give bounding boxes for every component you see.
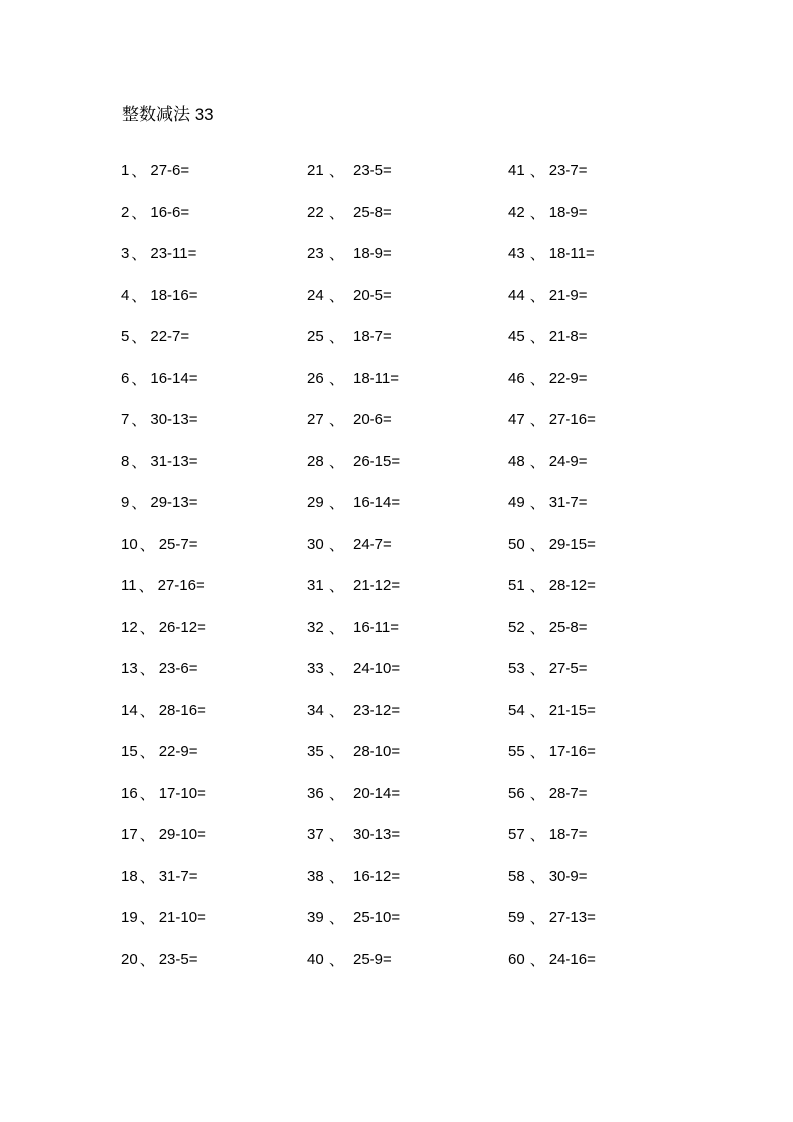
problem-separator: 、 (529, 661, 545, 679)
problem-item (508, 773, 596, 815)
problem-expression: 17-10= (158, 784, 206, 802)
problem-expression: 21-12= (353, 577, 401, 595)
problem-column-1 (121, 150, 206, 980)
problem-number: 6 (121, 369, 130, 387)
problem-number: 30 (307, 535, 324, 553)
problem-number: 43 (508, 245, 525, 263)
problem-separator: 、 (529, 163, 545, 181)
problem-number: 27 (307, 411, 324, 429)
problem-expression: 26-15= (353, 452, 401, 470)
problem-number: 46 (508, 369, 525, 387)
problem-separator: 、 (329, 370, 345, 388)
problem-expression: 29-15= (548, 535, 596, 553)
problem-expression: 23-5= (353, 162, 392, 180)
problem-item (508, 482, 596, 524)
problem-item (307, 275, 400, 317)
problem-separator: 、 (139, 785, 155, 803)
problem-expression: 31-13= (150, 452, 198, 470)
problem-item (121, 150, 206, 192)
problem-item (121, 565, 206, 607)
problem-expression: 26-12= (158, 618, 206, 636)
problem-expression: 25-10= (353, 909, 401, 927)
problem-item (508, 358, 596, 400)
problem-number: 9 (121, 494, 130, 512)
problem-item (121, 482, 206, 524)
problem-expression: 20-14= (353, 784, 401, 802)
problem-number: 51 (508, 577, 525, 595)
problem-item (307, 773, 400, 815)
problem-separator: 、 (131, 495, 147, 513)
problem-item (508, 150, 596, 192)
problem-number: 29 (307, 494, 324, 512)
problem-separator: 、 (131, 287, 147, 305)
problem-expression: 24-7= (353, 535, 392, 553)
problem-expression: 29-10= (158, 826, 206, 844)
problem-expression: 23-12= (353, 701, 401, 719)
problem-number: 11 (121, 577, 137, 595)
problem-separator: 、 (329, 287, 345, 305)
problem-number: 18 (121, 867, 138, 885)
problem-separator: 、 (329, 827, 345, 845)
problem-number: 5 (121, 328, 130, 346)
problem-separator: 、 (529, 868, 545, 886)
problem-number: 54 (508, 701, 525, 719)
problem-number: 3 (121, 245, 130, 263)
problem-expression: 20-5= (353, 286, 392, 304)
problem-expression: 18-9= (353, 245, 392, 263)
problem-item (307, 565, 400, 607)
problem-separator: 、 (131, 204, 147, 222)
problem-expression: 31-7= (548, 494, 588, 512)
problem-separator: 、 (329, 910, 345, 928)
problem-number: 37 (307, 826, 324, 844)
problem-separator: 、 (329, 412, 345, 430)
problem-item (508, 731, 596, 773)
problem-expression: 25-8= (353, 203, 392, 221)
problem-expression: 30-9= (548, 867, 588, 885)
problem-number: 55 (508, 743, 525, 761)
problem-number: 45 (508, 328, 525, 346)
problem-number: 16 (121, 784, 138, 802)
problem-number: 58 (508, 867, 525, 885)
problem-separator: 、 (529, 702, 545, 720)
problem-separator: 、 (131, 370, 147, 388)
problem-number: 25 (307, 328, 324, 346)
problem-item (508, 897, 596, 939)
problem-separator: 、 (138, 578, 154, 596)
problem-separator: 、 (139, 619, 155, 637)
problem-item (121, 441, 206, 483)
problem-item (508, 607, 596, 649)
problem-expression: 23-6= (158, 660, 198, 678)
problem-separator: 、 (529, 536, 545, 554)
problem-number: 14 (121, 701, 138, 719)
problem-item (121, 939, 206, 981)
problem-separator: 、 (139, 536, 155, 554)
problem-item (121, 690, 206, 732)
problem-number: 33 (307, 660, 324, 678)
problem-expression: 22-9= (158, 743, 198, 761)
problem-item (307, 856, 400, 898)
problem-expression: 27-13= (548, 909, 596, 927)
problem-expression: 24-9= (548, 452, 588, 470)
problem-number: 28 (307, 452, 324, 470)
problem-number: 47 (508, 411, 525, 429)
problem-number: 35 (307, 743, 324, 761)
problem-number: 10 (121, 535, 138, 553)
problem-item (307, 731, 400, 773)
problem-item (121, 275, 206, 317)
problem-expression: 18-16= (150, 286, 198, 304)
problem-separator: 、 (131, 163, 147, 181)
problem-item (307, 607, 400, 649)
problem-item (508, 524, 596, 566)
problem-expression: 18-7= (353, 328, 392, 346)
problem-separator: 、 (329, 619, 345, 637)
problem-separator: 、 (529, 578, 545, 596)
problem-separator: 、 (329, 578, 345, 596)
problem-item (508, 441, 596, 483)
problem-separator: 、 (329, 951, 345, 969)
problem-item (121, 856, 206, 898)
problem-item (508, 648, 596, 690)
problem-number: 57 (508, 826, 525, 844)
problem-item (307, 648, 400, 690)
problem-number: 24 (307, 286, 324, 304)
problem-expression: 25-9= (353, 950, 392, 968)
problem-number: 26 (307, 369, 324, 387)
problem-expression: 23-7= (548, 162, 588, 180)
problem-separator: 、 (131, 453, 147, 471)
problem-separator: 、 (329, 536, 345, 554)
problem-separator: 、 (139, 910, 155, 928)
problem-number: 1 (121, 162, 130, 180)
problem-item (121, 358, 206, 400)
problem-separator: 、 (139, 951, 155, 969)
problem-expression: 16-12= (353, 867, 401, 885)
problem-item (508, 233, 596, 275)
problem-separator: 、 (329, 661, 345, 679)
problem-expression: 21-15= (548, 701, 596, 719)
problem-expression: 28-10= (353, 743, 401, 761)
problem-number: 19 (121, 909, 138, 927)
problem-item (307, 358, 400, 400)
problem-number: 56 (508, 784, 525, 802)
problem-separator: 、 (529, 951, 545, 969)
problem-number: 7 (121, 411, 130, 429)
problem-item (307, 441, 400, 483)
problem-number: 8 (121, 452, 130, 470)
problem-expression: 29-13= (150, 494, 198, 512)
problem-expression: 24-10= (353, 660, 401, 678)
problem-expression: 20-6= (353, 411, 392, 429)
problem-item (307, 233, 400, 275)
problem-item (508, 939, 596, 981)
problem-expression: 28-12= (548, 577, 596, 595)
problem-number: 39 (307, 909, 324, 927)
problem-separator: 、 (529, 785, 545, 803)
problem-separator: 、 (529, 453, 545, 471)
problem-item (121, 607, 206, 649)
problem-number: 40 (307, 950, 324, 968)
problem-item (307, 482, 400, 524)
problem-expression: 31-7= (158, 867, 198, 885)
problem-separator: 、 (529, 744, 545, 762)
problem-item (121, 814, 206, 856)
problem-expression: 22-7= (150, 328, 190, 346)
problem-item (307, 939, 400, 981)
problem-number: 41 (508, 162, 525, 180)
problem-expression: 25-7= (158, 535, 198, 553)
problem-separator: 、 (529, 619, 545, 637)
problem-item (121, 399, 206, 441)
problem-number: 50 (508, 535, 525, 553)
problem-separator: 、 (131, 329, 147, 347)
problem-item (307, 690, 400, 732)
problem-item (508, 856, 596, 898)
problem-number: 49 (508, 494, 525, 512)
problem-number: 4 (121, 286, 130, 304)
problem-item (121, 731, 206, 773)
problem-item (307, 399, 400, 441)
problem-expression: 21-8= (548, 328, 588, 346)
problem-expression: 23-11= (150, 245, 197, 263)
problem-separator: 、 (529, 495, 545, 513)
problem-separator: 、 (131, 246, 147, 264)
problem-number: 44 (508, 286, 525, 304)
problem-item (508, 316, 596, 358)
problem-expression: 28-16= (158, 701, 206, 719)
page-title: 整数减法 33 (122, 105, 214, 124)
problem-separator: 、 (329, 868, 345, 886)
problem-expression: 23-5= (158, 950, 198, 968)
problem-number: 38 (307, 867, 324, 885)
problem-expression: 25-8= (548, 618, 588, 636)
problem-separator: 、 (329, 329, 345, 347)
problem-item (307, 814, 400, 856)
problem-number: 15 (121, 743, 138, 761)
problem-expression: 18-9= (548, 203, 588, 221)
problem-separator: 、 (329, 204, 345, 222)
problem-item (307, 316, 400, 358)
problem-number: 34 (307, 701, 324, 719)
problem-item (307, 524, 400, 566)
problem-expression: 27-16= (157, 577, 205, 595)
problem-expression: 18-11= (548, 245, 595, 263)
problem-item (121, 773, 206, 815)
problem-number: 12 (121, 618, 138, 636)
problem-separator: 、 (529, 370, 545, 388)
problem-item (307, 192, 400, 234)
problem-separator: 、 (139, 744, 155, 762)
problem-expression: 16-14= (150, 369, 198, 387)
problem-number: 20 (121, 950, 138, 968)
problem-number: 17 (121, 826, 138, 844)
problem-number: 2 (121, 203, 130, 221)
problem-expression: 28-7= (548, 784, 588, 802)
problem-item (508, 399, 596, 441)
problem-separator: 、 (131, 412, 147, 430)
problem-item (508, 814, 596, 856)
problem-item (307, 897, 400, 939)
problem-number: 53 (508, 660, 525, 678)
problem-item (508, 192, 596, 234)
problem-item (121, 524, 206, 566)
problem-separator: 、 (139, 702, 155, 720)
problem-number: 13 (121, 660, 138, 678)
problem-expression: 22-9= (548, 369, 588, 387)
problem-column-2 (307, 150, 400, 980)
problem-number: 31 (307, 577, 324, 595)
problem-item (508, 275, 596, 317)
problem-expression: 16-11= (353, 618, 400, 636)
problem-separator: 、 (139, 827, 155, 845)
problem-number: 23 (307, 245, 324, 263)
problem-separator: 、 (139, 661, 155, 679)
problem-number: 32 (307, 618, 324, 636)
problem-expression: 21-10= (158, 909, 206, 927)
problem-separator: 、 (329, 702, 345, 720)
problem-number: 22 (307, 203, 324, 221)
problem-expression: 16-6= (150, 203, 190, 221)
problem-item (121, 897, 206, 939)
problem-item (121, 316, 206, 358)
problem-separator: 、 (329, 453, 345, 471)
problem-expression: 18-11= (353, 369, 400, 387)
problem-separator: 、 (529, 329, 545, 347)
problem-item (121, 648, 206, 690)
problem-expression: 30-13= (353, 826, 401, 844)
problem-item (121, 233, 206, 275)
problem-separator: 、 (139, 868, 155, 886)
problem-number: 48 (508, 452, 525, 470)
problem-expression: 16-14= (353, 494, 401, 512)
problem-expression: 30-13= (150, 411, 198, 429)
problem-separator: 、 (529, 827, 545, 845)
problem-number: 60 (508, 950, 525, 968)
problem-separator: 、 (529, 204, 545, 222)
problem-expression: 21-9= (548, 286, 588, 304)
problem-separator: 、 (329, 246, 345, 264)
problem-item (508, 565, 596, 607)
problem-expression: 27-5= (548, 660, 588, 678)
problem-item (121, 192, 206, 234)
problem-item (307, 150, 400, 192)
problem-separator: 、 (329, 744, 345, 762)
problem-expression: 27-6= (150, 162, 190, 180)
problem-number: 42 (508, 203, 525, 221)
problem-separator: 、 (329, 163, 345, 181)
problem-separator: 、 (529, 412, 545, 430)
problem-expression: 24-16= (548, 950, 596, 968)
problem-separator: 、 (529, 246, 545, 264)
problem-separator: 、 (329, 495, 345, 513)
problem-number: 59 (508, 909, 525, 927)
problem-separator: 、 (329, 785, 345, 803)
problem-separator: 、 (529, 287, 545, 305)
problem-item (508, 690, 596, 732)
problem-expression: 17-16= (548, 743, 596, 761)
problem-number: 36 (307, 784, 324, 802)
problem-number: 21 (307, 162, 324, 180)
problem-expression: 27-16= (548, 411, 596, 429)
problem-number: 52 (508, 618, 525, 636)
problem-expression: 18-7= (548, 826, 588, 844)
problem-column-3 (508, 150, 596, 980)
problem-separator: 、 (529, 910, 545, 928)
